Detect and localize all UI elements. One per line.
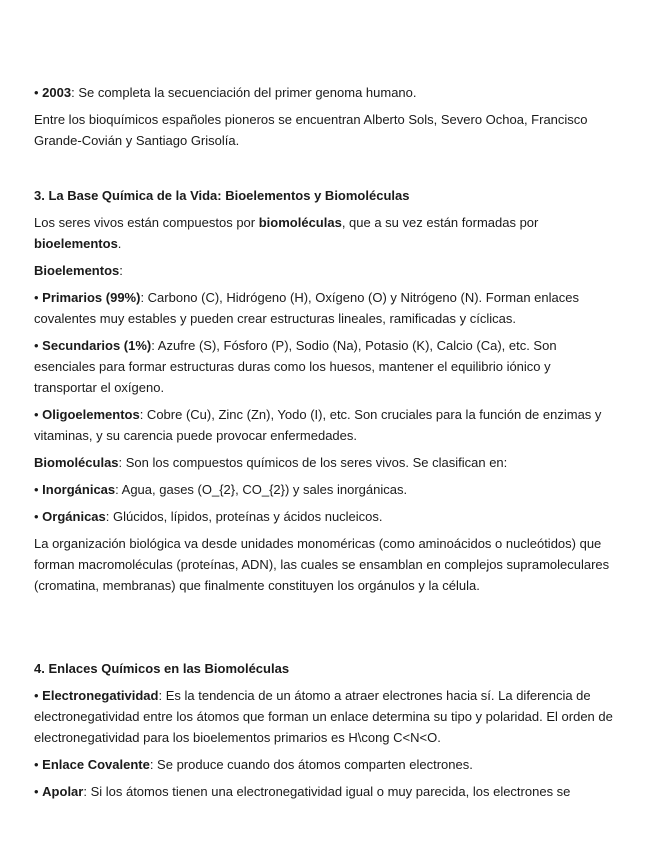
bullet-text: : Agua, gases (O_{2}, CO_{2}) y sales inorgánicas. [115,482,408,497]
bullet-mark: • [34,757,43,772]
bold-term: biomoléculas [258,215,342,230]
bullet-text: : Cobre (Cu), Zinc (Zn), Yodo (I), etc. Son cruciales para la función de enzimas y vitaminas, y su carencia puede provocar enfermedades. [34,407,602,443]
bullet-text: : Es la tendencia de un átomo a atraer electrones hacia sí. La diferencia de electronegatividad entre los átomos que forman un enlace determina su tipo y polaridad. El orden de electronegatividad para los bioelementos primarios es H\cong C<N<O. [34,688,613,745]
bullet-apolar [34,781,615,802]
bullet-inorganicas [34,479,615,500]
bullet-organicas [34,506,615,527]
bullet-bold-term: Secundarios (1%) [42,338,152,353]
biomoleculas-paragraph [34,452,615,473]
bullet-mark: • [34,290,43,305]
section-3-title: 3. La Base Química de la Vida: Bioelementos y Biomoléculas [34,188,410,203]
bullet-bold-term: Primarios (99%) [42,290,141,305]
bullet-bold-term: Apolar [42,784,84,799]
bullet-mark: • [34,688,43,703]
section-spacer [34,602,615,658]
bullet-bold-term: Inorgánicas [42,482,116,497]
bullet-text: : Carbono (C), Hidrógeno (H), Oxígeno (O) y Nitrógeno (N). Forman enlaces covalentes muy estables y pueden crear estructuras lineales, ramificadas y cíclicas. [34,290,579,326]
bullet-primarios [34,287,615,329]
bullet-mark: • [34,85,43,100]
text-run: : Son los compuestos químicos de los seres vivos. Se clasifican en: [118,455,508,470]
section-4-title: 4. Enlaces Químicos en las Biomoléculas [34,661,290,676]
bullet-bold-term: 2003 [42,85,72,100]
bullet-mark: • [34,784,43,799]
bullet-mark: • [34,509,43,524]
bullet-text: : Se completa la secuenciación del primer genoma humano. [71,85,417,100]
text-run: : [119,263,123,278]
bullet-text: : Glúcidos, lípidos, proteínas y ácidos nucleicos. [105,509,383,524]
bullet-text: : Se produce cuando dos átomos comparten electrones. [149,757,473,772]
bold-term: bioelementos [34,236,118,251]
bullet-mark: • [34,407,43,422]
bullet-mark: • [34,338,43,353]
bold-term: Biomoléculas [34,455,119,470]
bullet-text: : Si los átomos tienen una electronegatividad igual o muy parecida, los electrones se [83,784,571,799]
bioelementos-label [34,260,615,281]
bullet-secundarios [34,335,615,398]
bullet-bold-term: Enlace Covalente [42,757,150,772]
text-run: , que a su vez están formadas por [341,215,539,230]
bullet-bold-term: Electronegatividad [42,688,159,703]
pioneers-paragraph: Entre los bioquímicos españoles pioneros se encuentran Alberto Sols, Severo Ochoa, Francisco Grande-Covián y Santiago Grisolía. [34,112,588,148]
organization-paragraph: La organización biológica va desde unidades monoméricas (como aminoácidos o nucleótidos) que forman macromoléculas (proteínas, ADN), las cuales se ensamblan en complejos supramoleculares (cromatina, membranas) que finalmente constituyen los orgánulos y la célula. [34,536,610,593]
text-run: Los seres vivos están compuestos por [34,215,259,230]
bullet-bold-term: Oligoelementos [42,407,140,422]
bold-term: Bioelementos [34,263,120,278]
bullet-text: : Azufre (S), Fósforo (P), Sodio (Na), Potasio (K), Calcio (Ca), etc. Son esenciales para formar estructuras duras como los huesos, mantener el equilibrio iónico y transportar el oxígeno. [34,338,557,395]
composition-paragraph [34,212,615,254]
bullet-mark: • [34,482,43,497]
section-spacer [34,157,615,185]
bullet-bold-term: Orgánicas [42,509,106,524]
bullet-electronegatividad [34,685,615,748]
bullet-oligoelementos [34,404,615,446]
bullet-enlace-covalente [34,754,615,775]
bullet-2003 [34,82,615,103]
text-run: . [117,236,122,251]
